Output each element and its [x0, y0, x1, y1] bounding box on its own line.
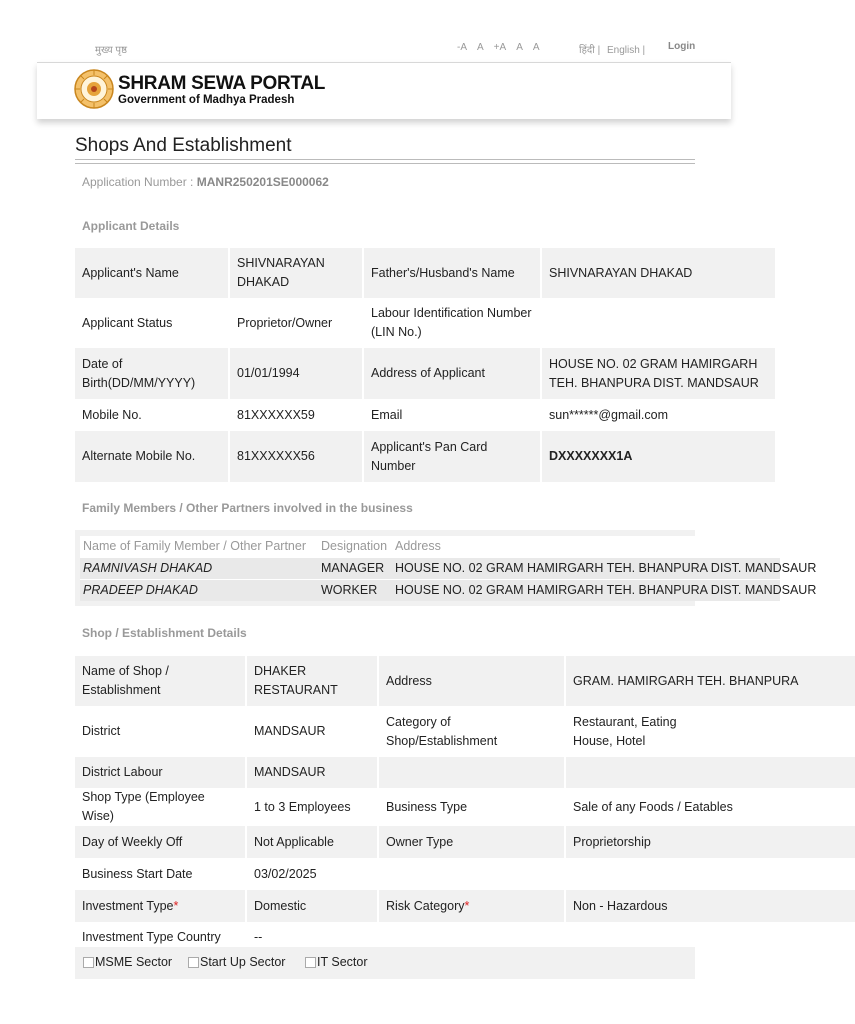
applicant-details-heading: Applicant Details — [82, 219, 180, 233]
field-value: Not Applicable — [246, 826, 378, 858]
startup-sector-checkbox[interactable]: Start Up Sector — [188, 955, 285, 969]
member-address: HOUSE NO. 02 GRAM HAMIRGARH TEH. BHANPURA DIST. MANDSAUR — [392, 558, 780, 580]
field-value: Proprietorship — [565, 826, 855, 858]
table-row — [75, 826, 855, 858]
table-row — [80, 580, 780, 602]
application-number — [82, 175, 329, 189]
checkbox-box[interactable] — [305, 957, 316, 968]
font-normal-button[interactable]: A — [477, 42, 484, 53]
field-label: Email — [363, 399, 541, 431]
application-number-value: MANR250201SE000062 — [196, 175, 329, 189]
field-label: Investment Type Country — [75, 922, 246, 953]
table-row — [75, 656, 855, 706]
field-label: Mobile No. — [75, 399, 229, 431]
field-value: SHIVNARAYAN DHAKAD — [541, 248, 775, 298]
table-row — [75, 348, 775, 399]
column-header: Designation — [318, 536, 392, 558]
member-address: HOUSE NO. 02 GRAM HAMIRGARH TEH. BHANPURA DIST. MANDSAUR — [392, 580, 780, 602]
field-value: DHAKER RESTAURANT — [246, 656, 378, 706]
font-decrease-button[interactable]: -A — [457, 42, 467, 53]
member-designation: WORKER — [318, 580, 392, 602]
field-label: Father's/Husband's Name — [363, 248, 541, 298]
shop-details-heading: Shop / Establishment Details — [82, 626, 247, 640]
field-label: District — [75, 706, 246, 757]
checkbox-box[interactable] — [83, 957, 94, 968]
family-members-heading: Family Members / Other Partners involved in the business — [82, 501, 413, 515]
field-label: Name of Shop / Establishment — [75, 656, 246, 706]
applicant-details-table — [75, 248, 759, 482]
font-increase-button[interactable]: +A — [493, 42, 507, 53]
field-value: 03/02/2025 — [246, 858, 378, 890]
sector-checkboxes — [75, 947, 695, 979]
required-mark: * — [173, 898, 179, 913]
table-row — [75, 757, 855, 788]
english-link[interactable]: English | — [606, 45, 646, 56]
table-row — [75, 298, 775, 348]
field-value: DXXXXXXX1A — [541, 431, 775, 482]
mp-emblem-logo[interactable] — [74, 69, 114, 109]
table-header-row — [80, 536, 780, 558]
font-size-controls — [457, 42, 550, 53]
field-value: 01/01/1994 — [229, 348, 363, 399]
field-label: Owner Type — [378, 826, 565, 858]
field-value: 81XXXXXX56 — [229, 431, 363, 482]
field-label: Business Type — [378, 788, 565, 826]
field-label: Day of Weekly Off — [75, 826, 246, 858]
field-value: HOUSE NO. 02 GRAM HAMIRGARH TEH. BHANPURA DIST. MANDSAUR — [541, 348, 775, 399]
member-name: RAMNIVASH DHAKAD — [80, 558, 318, 580]
field-value: 81XXXXXX59 — [229, 399, 363, 431]
login-link[interactable]: Login — [668, 41, 696, 52]
title-divider — [75, 159, 695, 164]
table-row — [75, 706, 855, 757]
field-label: Labour Identification Number (LIN No.) — [363, 298, 541, 348]
field-label: Category of Shop/Establishment — [378, 706, 565, 757]
table-row — [80, 558, 780, 580]
table-row — [75, 431, 775, 482]
field-value: Proprietor/Owner — [229, 298, 363, 348]
field-label: Alternate Mobile No. — [75, 431, 229, 482]
field-value: MANDSAUR — [246, 757, 378, 788]
field-label: Business Start Date — [75, 858, 246, 890]
column-header: Name of Family Member / Other Partner — [80, 536, 318, 558]
table-row — [75, 890, 855, 922]
field-value: -- — [246, 922, 378, 953]
application-number-label: Application Number : — [82, 175, 194, 189]
home-link[interactable]: मुख्य पृष्ठ — [95, 45, 127, 56]
field-label: District Labour — [75, 757, 246, 788]
table-row — [75, 858, 855, 890]
field-value: Restaurant, Eating House, Hotel — [565, 706, 855, 757]
page-title: Shops And Establishment — [75, 135, 292, 156]
field-value — [541, 298, 775, 348]
field-label: Date of Birth(DD/MM/YYYY) — [75, 348, 229, 399]
field-label: Risk Category* — [378, 890, 565, 922]
field-label: Applicant Status — [75, 298, 229, 348]
field-value: Domestic — [246, 890, 378, 922]
hindi-link[interactable]: हिंदी | — [579, 45, 601, 56]
field-label: Address of Applicant — [363, 348, 541, 399]
language-switcher — [579, 42, 649, 56]
required-mark: * — [464, 898, 470, 913]
field-value: Non - Hazardous — [565, 890, 855, 922]
site-header — [37, 62, 731, 119]
field-label: Address — [378, 656, 565, 706]
column-header: Address — [392, 536, 780, 558]
member-name: PRADEEP DHAKAD — [80, 580, 318, 602]
field-value: GRAM. HAMIRGARH TEH. BHANPURA — [565, 656, 855, 706]
portal-subtitle: Government of Madhya Pradesh — [118, 94, 295, 106]
member-designation: MANAGER — [318, 558, 392, 580]
portal-title: SHRAM SEWA PORTAL — [118, 73, 326, 94]
field-label: Applicant's Name — [75, 248, 229, 298]
checkbox-box[interactable] — [188, 957, 199, 968]
field-value: Sale of any Foods / Eatables — [565, 788, 855, 826]
field-label: Investment Type* — [75, 890, 246, 922]
contrast-dark-button[interactable]: A — [516, 42, 523, 53]
family-members-table — [75, 530, 817, 606]
table-row — [75, 248, 775, 298]
table-row — [75, 399, 775, 431]
msme-sector-checkbox[interactable]: MSME Sector — [83, 955, 172, 969]
field-value: sun******@gmail.com — [541, 399, 775, 431]
field-value: MANDSAUR — [246, 706, 378, 757]
contrast-light-button[interactable]: A — [532, 42, 540, 53]
field-label: Applicant's Pan Card Number — [363, 431, 541, 482]
shop-details-table — [75, 656, 799, 947]
it-sector-checkbox[interactable]: IT Sector — [305, 955, 367, 969]
field-label: Shop Type (Employee Wise) — [75, 788, 246, 826]
table-row — [75, 788, 855, 826]
field-value: SHIVNARAYAN DHAKAD — [229, 248, 363, 298]
field-value: 1 to 3 Employees — [246, 788, 378, 826]
top-utility-bar — [37, 36, 731, 62]
